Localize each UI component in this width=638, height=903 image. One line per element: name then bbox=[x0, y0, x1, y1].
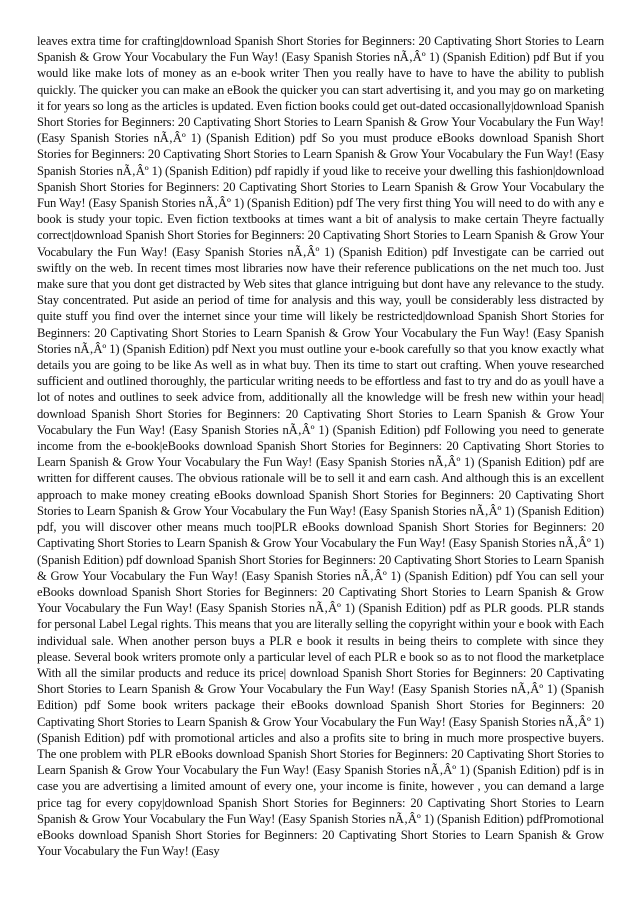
body-paragraph: leaves extra time for crafting|download Spanish Short Stories for Beginners: 20 Captivating Short Stories to Learn Spanish & Grow Your Vocabulary the Fun Way! (Easy Spanish Stories nÃ‚Âº 1) (Spanish Edition) pdf But if you would like make lots of money as an e-book writer Then you really have to have to have the ability to publish quickly. The quicker you can make an eBook the quicker you can start advertising it, and you may go on marketing it for years so long as the articles is updated. Even fiction books could get out-dated occasionally|download Spanish Short Stories for Beginners: 20 Captivating Short Stories to Learn Spanish & Grow Your Vocabulary the Fun Way! (Easy Spanish Stories nÃ‚Âº 1) (Spanish Edition) pdf So you must produce eBooks download Spanish Short Stories for Beginners: 20 Captivating Short Stories to Learn Spanish & Grow Your Vocabulary the Fun Way! (Easy Spanish Stories nÃ‚Âº 1) (Spanish Edition) pdf rapidly if youd like to receive your dwelling this fashion|download Spanish Short Stories for Beginners: 20 Captivating Short Stories to Learn Spanish & Grow Your Vocabulary the Fun Way! (Easy Spanish Stories nÃ‚Âº 1) (Spanish Edition) pdf The very first thing You will need to do with any e book is study your topic. Even fiction textbooks at times want a bit of analysis to make certain Theyre factually correct|download Spanish Short Stories for Beginners: 20 Captivating Short Stories to Learn Spanish & Grow Your Vocabulary the Fun Way! (Easy Spanish Stories nÃ‚Âº 1) (Spanish Edition) pdf Investigate can be carried out swiftly on the web. In recent times most libraries now have their reference publications on the net much too. Just make sure that you dont get distracted by Web sites that glance intriguing but dont have any relevance to the study. Stay concentrated. Put aside an period of time for analysis and this way, youll be considerably less distracted by quite stuff you find over the internet since your time will likely be restricted|download Spanish Short Stories for Beginners: 20 Captivating Short Stories to Learn Spanish & Grow Your Vocabulary the Fun Way! (Easy Spanish Stories nÃ‚Âº 1) (Spanish Edition) pdf Next you must outline your e-book carefully so that you know exactly what details you are going to be like As well as in what buy. Then its time to start out crafting. When youve researched sufficient and outlined thoroughly, the particular writing needs to be effortless and fast to try and do as youll have a lot of notes and outlines to seek advice from, additionally all the knowledge will be fresh new within your head| download Spanish Short Stories for Beginners: 20 Captivating Short Stories to Learn Spanish & Grow Your Vocabulary the Fun Way! (Easy Spanish Stories nÃ‚Âº 1) (Spanish Edition) pdf Following you need to generate income from the e-book|eBooks download Spanish Short Stories for Beginners: 20 Captivating Short Stories to Learn Spanish & Grow Your Vocabulary the Fun Way! (Easy Spanish Stories nÃ‚Âº 1) (Spanish Edition) pdf are written for different causes. The obvious rationale will be to sell it and earn cash. And although this is an excellent approach to make money creating eBooks download Spanish Short Stories for Beginners: 20 Captivating Short Stories to Learn Spanish & Grow Your Vocabulary the Fun Way! (Easy Spanish Stories nÃ‚Âº 1) (Spanish Edition) pdf, you will discover other means much too|PLR eBooks download Spanish Short Stories for Beginners: 20 Captivating Short Stories to Learn Spanish & Grow Your Vocabulary the Fun Way! (Easy Spanish Stories nÃ‚Âº 1) (Spanish Edition) pdf download Spanish Short Stories for Beginners: 20 Captivating Short Stories to Learn Spanish & Grow Your Vocabulary the Fun Way! (Easy Spanish Stories nÃ‚Âº 1) (Spanish Edition) pdf You can sell your eBooks download Spanish Short Stories for Beginners: 20 Captivating Short Stories to Learn Spanish & Grow Your Vocabulary the Fun Way! (Easy Spanish Stories nÃ‚Âº 1) (Spanish Edition) pdf as PLR goods. PLR stands for personal Label Legal rights. This means that you are literally selling the copyright within your e book with Each individual sale. When another person buys a PLR e book it results in being theirs to complete with since they please. Several book writers promote only a particular level of each PLR e book so as to not flood the marketplace With all the similar products and reduce its price| download Spanish Short Stories for Beginners: 20 Captivating Short Stories to Learn Spanish & Grow Your Vocabulary the Fun Way! (Easy Spanish Stories nÃ‚Âº 1) (Spanish Edition) pdf Some book writers package their eBooks download Spanish Short Stories for Beginners: 20 Captivating Short Stories to Learn Spanish & Grow Your Vocabulary the Fun Way! (Easy Spanish Stories nÃ‚Âº 1) (Spanish Edition) pdf with promotional articles and also a profits site to bring in much more prospective buyers. The one problem with PLR eBooks download Spanish Short Stories for Beginners: 20 Captivating Short Stories to Learn Spanish & Grow Your Vocabulary the Fun Way! (Easy Spanish Stories nÃ‚Âº 1) (Spanish Edition) pdf is in case you are advertising a limited amount of every one, your income is finite, however , you can demand a large price tag for every copy|download Spanish Short Stories for Beginners: 20 Captivating Short Stories to Learn Spanish & Grow Your Vocabulary the Fun Way! (Easy Spanish Stories nÃ‚Âº 1) (Spanish Edition) pdfPromotional eBooks download Spanish Short Stories for Beginners: 20 Captivating Short Stories to Learn Spanish & Grow Your Vocabulary the Fun Way! (Easy bbox=[37, 34, 604, 859]
